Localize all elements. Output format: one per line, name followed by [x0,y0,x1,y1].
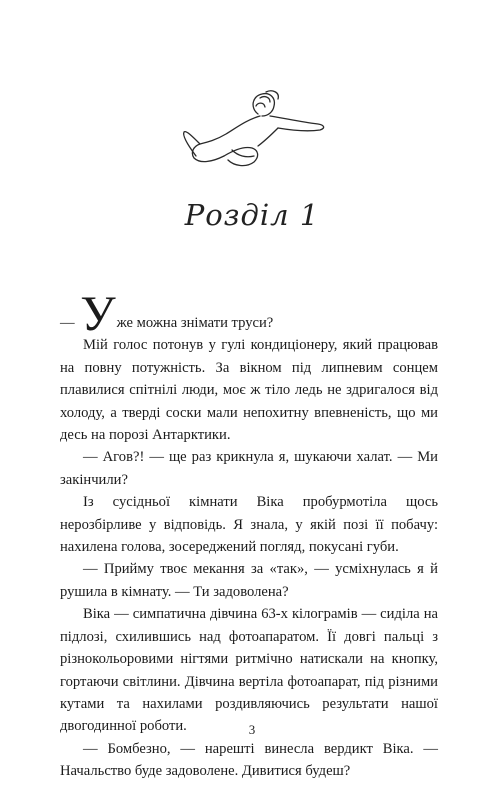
page-number: 3 [248,722,256,737]
paragraph-5: — Прийму твоє мекання за «так», — усміхнулась я й рушила в кімнату. — Ти задоволена? [60,561,438,600]
paragraph-6: Віка — симпатична дівчина 63-х кілограмів — сиділа на підлозі, схилившись над фотоапаратом. Її довгі пальці з різнокольоровими нігтями ритмічно натискали на кнопку, гортаючи світлини. Дівчина вертіла фотоапарат, під різними кутами та нахилами роздивляючись результати нашої двогодинної роботи. [60,606,438,735]
opening-dash: — [60,315,79,331]
paragraph-7: — Бомбезно, — нарешті винесла вердикт Віка. — Начальство буде задоволене. Дивитися будеш? [60,740,438,780]
body-text [60,285,438,783]
paragraph-2: Мій голос потонув у гулі кондиціонеру, який працював на повну потужність. За вікном під липневим сонцем плавилися спітнілі люди, моє ж тіло ледь не здригалося від холоду, а тверді соски мали непохитну впевненість, що ми десь на порозі Антарктики. [60,337,438,444]
paragraph-1 [60,285,438,341]
drop-cap: У [80,285,116,341]
chapter-title: Розділ 1 [184,198,320,232]
paragraph-4: Із сусідньої кімнати Віка пробурмотіла щось нерозбірливе у відповідь. Я знала, у якій позі її побачу: нахилена голова, зосереджений погляд, покусані губи. [60,494,438,556]
reclining-figure-illustration [180,86,328,178]
paragraph-1-text: же можна знімати труси? [116,315,274,331]
paragraph-3: — Агов?! — ще раз крикнула я, шукаючи халат. — Ми закінчили? [60,449,438,488]
